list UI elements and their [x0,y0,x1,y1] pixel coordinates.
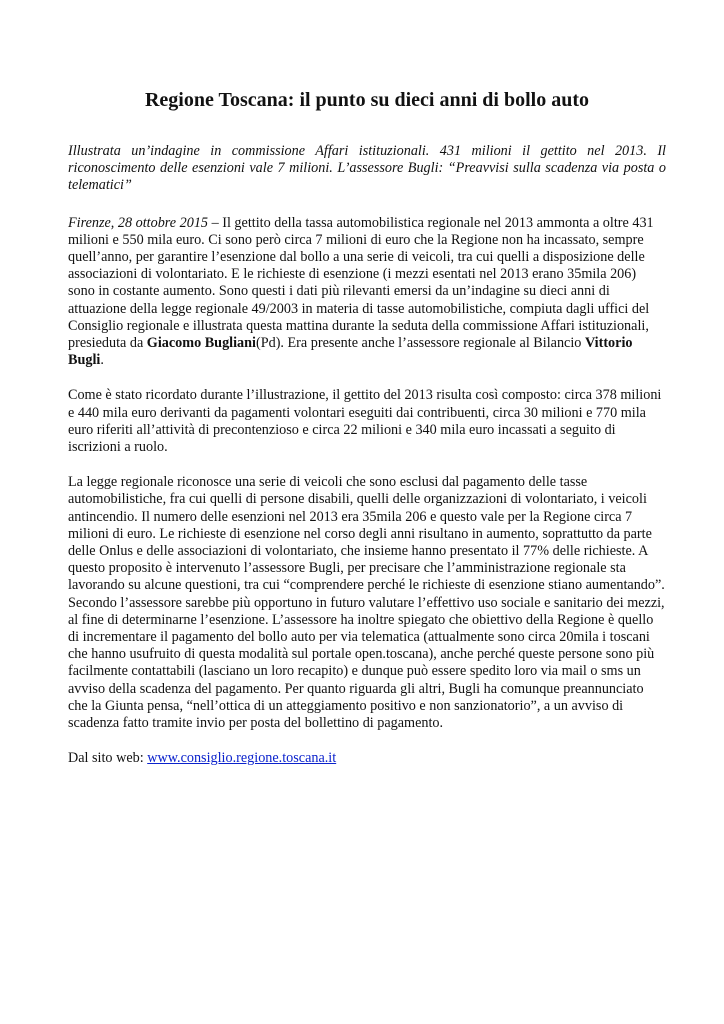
paragraph-3: La legge regionale riconosce una serie di veicoli che sono esclusi dal pagamento delle tasse automobilistiche, fra cui quelli di persone disabili, quelli delle organizzazioni di volontariato, i veicoli antincendio. Il numero delle esenzioni nel 2013 era 35mila 206 e questo vale per la Regione circa 7 milioni di euro. Le richieste di esenzione nel corso degli anni risultano in aumento, soprattutto da parte delle Onlus e delle associazioni di volontariato, che insieme hanno presentato il 77% delle richieste. A questo proposito è intervenuto l’assessore Bugli, per precisare che l’amministrazione regionale sta lavorando su alcune questioni, tra cui “comprendere perché le richieste di esenzione stiano aumentando”. Secondo l’assessore sarebbe più opportuno in futuro valutare l’effettivo uso sociale e sanitario dei mezzi, al fine di determinarne l’esenzione. L’assessore ha inoltre spiegato che obiettivo della Regione è quello di incrementare il pagamento del bollo auto per via telematica (attualmente sono circa 20mila i toscani che hanno usufruito di questa modalità sul portale open.toscana), anche perché queste persone sono più facilmente contattabili (lasciano un loro recapito) e dunque può essere spedito loro via mail o sms un avviso della scadenza del pagamento. Per quanto riguarda gli altri, Bugli ha comunque preannunciato che la Giunta pensa, “nell’ottica di un atteggiamento positivo e non sanzionatorio”, a un avviso di scadenza fatto tramite invio per posta del bollettino di pagamento. [68,474,665,732]
person-name-bugli: Vittorio Bugli [68,335,633,369]
source-label: Dal sito web: [68,750,148,767]
person-name-bugliani: Giacomo Bugliani [146,335,256,352]
source-link[interactable]: www.consiglio.regione.toscana.it [147,750,337,767]
paragraph-1-text-b: (Pd). Era presente anche l’assessore regionale al Bilancio [255,335,585,352]
page-title: Regione Toscana: il punto su dieci anni di bollo auto [144,89,589,111]
paragraph-2: Come è stato ricordato durante l’illustrazione, il gettito del 2013 risulta così composto: circa 378 milioni e 440 mila euro derivanti da pagamenti volontari eseguiti dai contribuenti, circa 30 milioni e 770 mila euro riferiti all’attività di precontenzioso e circa 22 milioni e 340 mila euro incassati a seguito di iscrizioni a ruolo. [68,387,662,456]
lead-paragraph: Illustrata un’indagine in commissione Affari istituzionali. 431 milioni il gettito nel 2013. Il riconoscimento delle esenzioni vale 7 milioni. L’assessore Bugli: “Preavvisi sulla scadenza via posta o telematici” [68,143,666,194]
paragraph-1-text-a: – Il gettito della tassa automobilistica regionale nel 2013 ammonta a oltre 431 milioni e 550 mila euro. Ci sono però circa 7 milioni di euro che la Regione non ha incassato, sempre quell’anno, per garantire l’esenzione dal bollo a una serie di veicoli, tra cui quelli a disposizione delle associazioni di volontariato. E le richieste di esenzione (i mezzi esentati nel 2013 erano 35mila 206) sono in costante aumento. Sono questi i dati più rilevanti emersi da un’indagine su dieci anni di attuazione della legge regionale 49/2003 in materia di tasse automobilistiche, compiuta dagli uffici del Consiglio regionale e illustrata questa mattina durante la seduta della commissione Affari istituzionali, presieduta da [68,214,654,352]
paragraph-1 [68,215,666,370]
dateline: Firenze, 28 ottobre 2015 [68,214,209,231]
paragraph-1-text-c: . [100,352,104,369]
source-line [68,750,666,767]
